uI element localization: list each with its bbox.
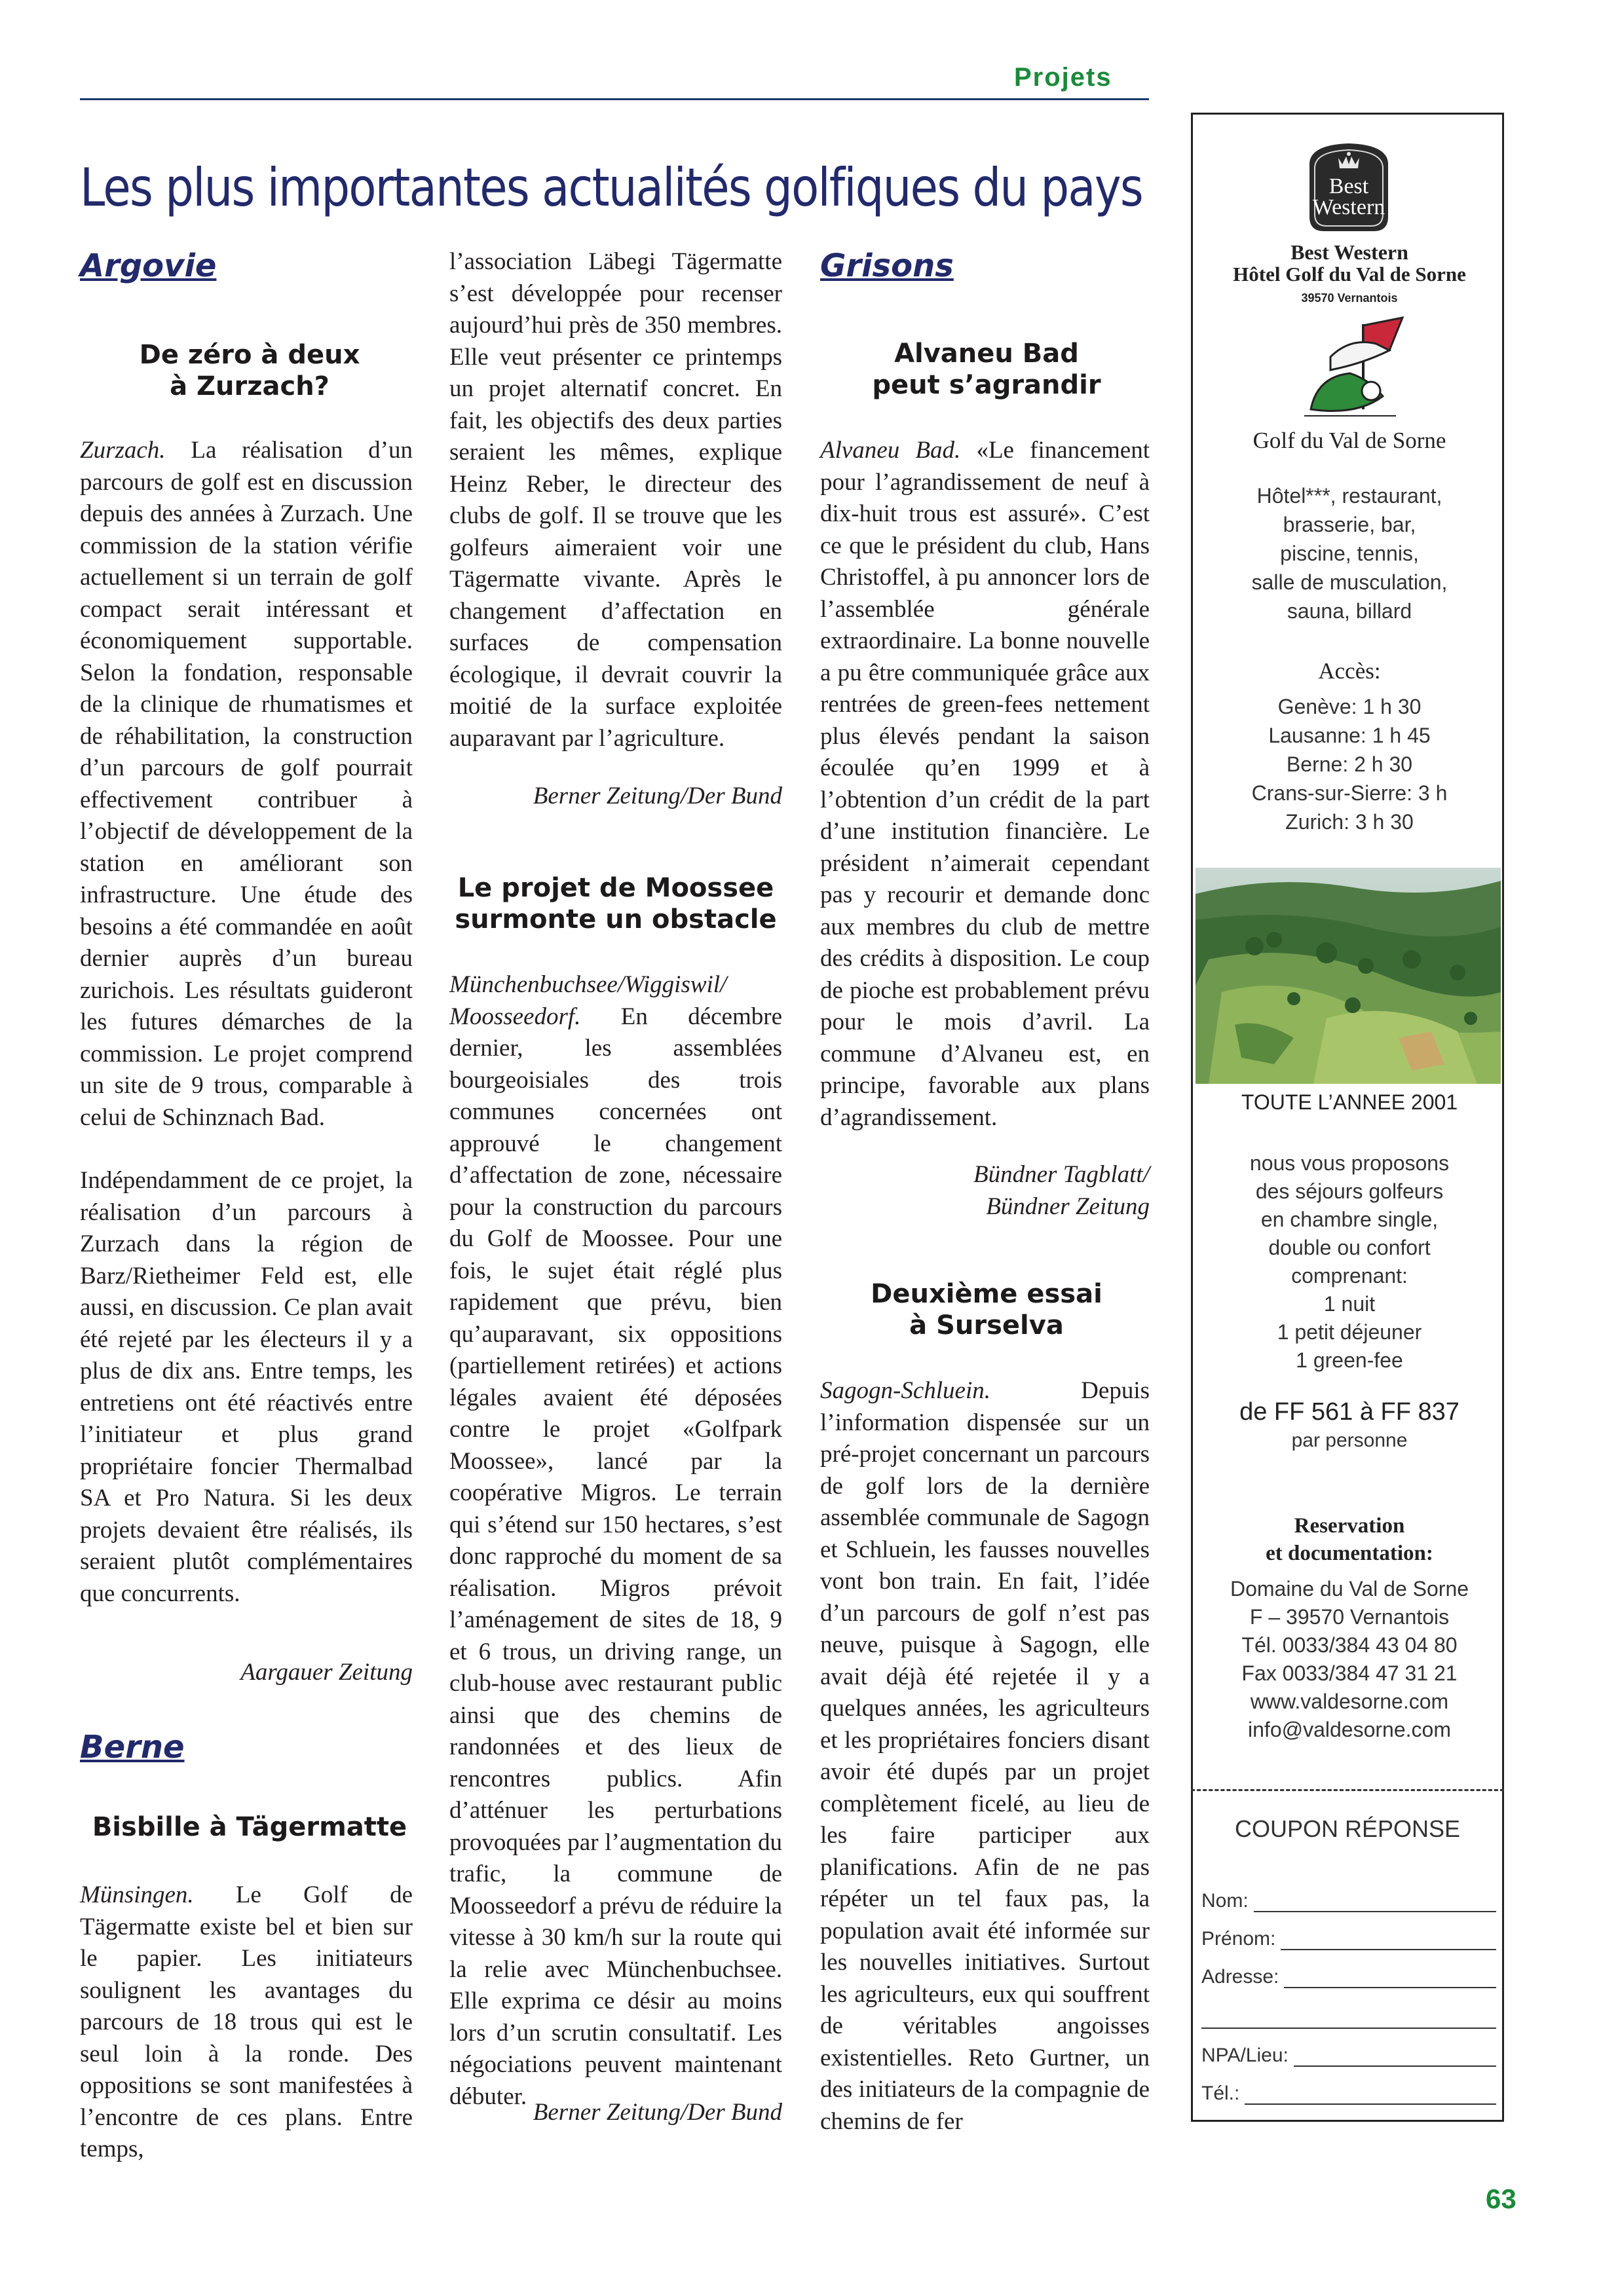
field-tel-input[interactable] — [1245, 2085, 1496, 2105]
article-tagermatte-cont — [449, 246, 782, 754]
field-adresse-2-input[interactable] — [1201, 2009, 1496, 2029]
article-moossee-text: En décembre dernier, les assemblées bourgeoisiales des trois communes concernées ont approuvé le changement d’affectation de zone, nécessaire pour la construction du parcours du Golf de Moossee. Pour une fois, le sujet était réglé plus rapidement que prévu, bien qu’auparavant, six oppositions (partiellement retirées) et actions légales avaient été déposées contre le projet «Golfpark Moossee», lancé par la coopérative Migros. Le terrain qui s’étend sur 150 hectares, s’est donc rapproché du moment de sa réalisation. Migros prévoit l’aménagement de sites de 18, 9 et 6 trous, un driving range, un club-house avec restaurant public ainsi que des chemins de randonnées et des lieux de rencontres publics. Afin d’atténuer les perturbations provoquées par l’augmentation du trafic, la commune de Moosseedorf a prévu de réduire la vitesse à 30 km/h sur la route qui la relie avec Münchenbuchsee. Elle exprima ce désir au moins lors d’un scrutin consultatif. Les négociations peuvent maintenant débuter. — [449, 1003, 782, 2110]
headline-zurzach: De zéro à deux à Zurzach? — [139, 340, 360, 401]
field-npa[interactable] — [1201, 2029, 1496, 2067]
coupon-cut-line — [1191, 1789, 1504, 1791]
header-rule — [80, 98, 1149, 100]
headline-tagermatte: Bisbille à Tägermatte — [92, 1812, 407, 1842]
golf-flag-icon — [1291, 311, 1409, 429]
place-alvaneu: Alvaneu Bad. — [820, 437, 961, 464]
article-alvaneu — [820, 435, 1150, 1134]
place-munsingen: Münsingen. — [80, 1881, 194, 1908]
source-aargauer: Aargauer Zeitung — [240, 1659, 413, 1686]
article-zurzach-text-2: Indépendamment de ce projet, la réalisation d’un parcours à Zurzach dans la région de Barz/Rietheimer Feld est, elle aussi, en discussion. Ce plan avait été rejeté par les électeurs il y a plus de dix ans. Entre temps, les entretiens ont été réactivés entre l’initiateur et plus grand propriétaire foncier Thermalbad SA et Pro Natura. Si les deux projets devaient être réalisés, ils seraient plutôt complémentaires que concurrents. — [80, 1167, 413, 1607]
field-adresse-2[interactable] — [1201, 1988, 1496, 2029]
landscape-image — [1196, 868, 1501, 1084]
offer-price-unit: par personne — [1291, 1430, 1408, 1451]
field-nom[interactable] — [1201, 1874, 1496, 1912]
page-number: 63 — [1486, 2183, 1516, 2214]
source-berner-2: Berner Zeitung/Der Bund — [533, 2099, 782, 2126]
article-zurzach-text: La réalisation d’un parcours de golf est en discussion depuis des années à Zurzach. Une commission de la station vérifie actuellement si un terrain de golf compact serait intéressant et économiquement supportable. Selon la fondation, responsable de la clinique de rhumatismes et de réhabilitation, la construction d’un parcours de golf pourrait effectivement contribuer à l’objectif de développement de la station en améliorant son infrastructure. Une étude des besoins a été commandée en août dernier auprès d’un bureau zurichois. Les résultats guideront les futures démarches de la commission. Le projet comprend un site de 9 trous, comparable à celui de Schinznach Bad. — [80, 437, 413, 1131]
hotel-line-2: Hôtel Golf du Val de Sorne — [1233, 263, 1466, 286]
hotel-services: Hôtel***, restaurant, brasserie, bar, piscine, tennis, salle de musculation, sauna, billard — [1251, 484, 1448, 623]
field-nom-label: Nom: — [1201, 1890, 1249, 1912]
article-zurzach — [80, 435, 413, 1610]
field-nom-input[interactable] — [1254, 1893, 1496, 1912]
field-adresse-input[interactable] — [1284, 1969, 1496, 1988]
field-prenom-label: Prénom: — [1201, 1928, 1276, 1950]
coupon-form — [1201, 1874, 1496, 2105]
article-tagermatte — [80, 1879, 413, 2166]
field-tel-label: Tél.: — [1201, 2083, 1240, 2104]
article-tagermatte-cont-text: l’association Läbegi Tägermatte s’est développée pour recenser aujourd’hui près de 350 membres. Elle veut présenter ce printemps un projet alternatif concret. En fait, les objectifs des deux parties seraient les mêmes, explique Heinz Reber, le directeur des clubs de golf. Il se trouve que les golfeurs aimeraient voir une Tägermatte vivante. Après le changement d’affectation en surfaces de compensation écologique, il devrait couvrir la moitié de la surface exploitée auparavant par l’agriculture. — [449, 248, 782, 752]
article-moossee — [449, 969, 782, 2113]
section-label: Projets — [1014, 63, 1112, 92]
place-sagogn: Sagogn-Schluein. — [820, 1377, 990, 1404]
source-bundner: Bündner Tagblatt/ Bündner Zeitung — [973, 1161, 1150, 1220]
source-berner-1: Berner Zeitung/Der Bund — [533, 783, 782, 809]
hotel-zip: 39570 Vernantois — [1301, 291, 1398, 305]
field-tel[interactable] — [1201, 2067, 1496, 2105]
field-adresse[interactable] — [1201, 1950, 1496, 1988]
field-npa-label: NPA/Lieu: — [1201, 2045, 1289, 2066]
region-argovie: Argovie — [80, 248, 217, 284]
region-grisons: Grisons — [820, 248, 954, 284]
article-tagermatte-text: Le Golf de Tägermatte existe bel et bien sur le papier. Les initiateurs soulignent les avantages du parcours de 18 trous qui est le seul loin à la ronde. Des oppositions se sont manifestées à l’encontre de ces plans. Entre temps, — [80, 1881, 413, 2162]
hotel-line-1: Best Western — [1290, 240, 1408, 264]
access-title: Accès: — [1318, 658, 1381, 684]
place-zurzach: Zurzach. — [80, 437, 166, 464]
article-surselva-text: Depuis l’information dispensée sur un pré-projet concernant un parcours de golf lors de la dernière assemblée communale de Sagogn et Schluein, les fausses nouvelles vont bon train. En fait, l’idée d’un parcours de golf n’est pas neuve, puisque à Sagogn, elle avait déjà été rejetée il y a quelques années, les agriculteurs et les propriétaires fonciers disant avoir été dupés par un projet complètement ficelé, au lieu de les faire participer aux planifications. Afin de ne pas répéter un tel faux pas, la population avait été informée sur les nouvelles initiatives. Surtout les agriculteurs, eux qui souffrent de véritables angoisses existentielles. Reto Gurtner, un des initiateurs de la compagnie de chemins de fer — [820, 1377, 1150, 2135]
golf-name: Golf du Val de Sorne — [1253, 428, 1446, 453]
field-prenom-input[interactable] — [1281, 1931, 1496, 1950]
contact-details: Domaine du Val de Sorne F – 39570 Vernantois Tél. 0033/384 43 04 80 Fax 0033/384 47 31 21 www.valdesorne.com info@valdesorne.com — [1230, 1577, 1469, 1741]
headline-moossee: Le projet de Moossee surmonte un obstacle — [455, 873, 777, 935]
article-alvaneu-text: «Le financement pour l’agrandissement de neuf à dix-huit trous est assuré». C’est ce que le président du club, Hans Christoffel, à pu annoncer lors de l’assemblée générale extraordinaire. La bonne nouvelle a pu être communiquée grâce aux rentrées de green-fees nettement plus élevés pendant la saison écoulée qu’en 1999 et à l’obtention d’un crédit de la part d’une institution financière. Le président n’aimerait cependant pas y recourir et demande donc aux membres du club de mettre des crédits à disposition. Le coup de pioche est probablement prévu pour le mois d’avril. La commune d’Alvaneu est, en principe, favorable aux plans d’agrandissement. — [820, 437, 1150, 1131]
reservation-title: Reservation et documentation: — [1266, 1514, 1433, 1565]
headline-alvaneu: Alvaneu Bad peut s’agrandir — [872, 339, 1101, 400]
field-prenom[interactable] — [1201, 1912, 1496, 1950]
headline-surselva: Deuxième essai à Surselva — [871, 1279, 1102, 1341]
field-npa-input[interactable] — [1294, 2047, 1496, 2067]
coupon-title: COUPON RÉPONSE — [1234, 1815, 1461, 1842]
article-surselva — [820, 1375, 1150, 2138]
field-adresse-label: Adresse: — [1201, 1966, 1279, 1988]
logo-text: Best Western — [1312, 174, 1385, 219]
golf-course-photo — [1196, 868, 1501, 1084]
offer-price: de FF 561 à FF 837 — [1239, 1398, 1460, 1426]
access-times: Genève: 1 h 30 Lausanne: 1 h 45 Berne: 2 h 30 Crans-sur-Sierre: 3 h Zurich: 3 h 30 — [1251, 695, 1448, 834]
place-munchenbuchsee: Münchenbuchsee/Wiggiswil/ Moosseedorf. — [449, 971, 727, 1030]
page-title: Les plus importantes actualités golfiques du pays — [80, 157, 1142, 218]
golf-logo — [1291, 311, 1409, 429]
offer-year: TOUTE L’ANNEE 2001 — [1241, 1090, 1458, 1114]
offer-details: nous vous proposons des séjours golfeurs en chambre single, double ou confort comprenant: 1 nuit 1 petit déjeuner 1 green-fee — [1249, 1151, 1450, 1372]
region-berne: Berne — [80, 1729, 185, 1766]
best-western-logo — [1296, 138, 1401, 236]
